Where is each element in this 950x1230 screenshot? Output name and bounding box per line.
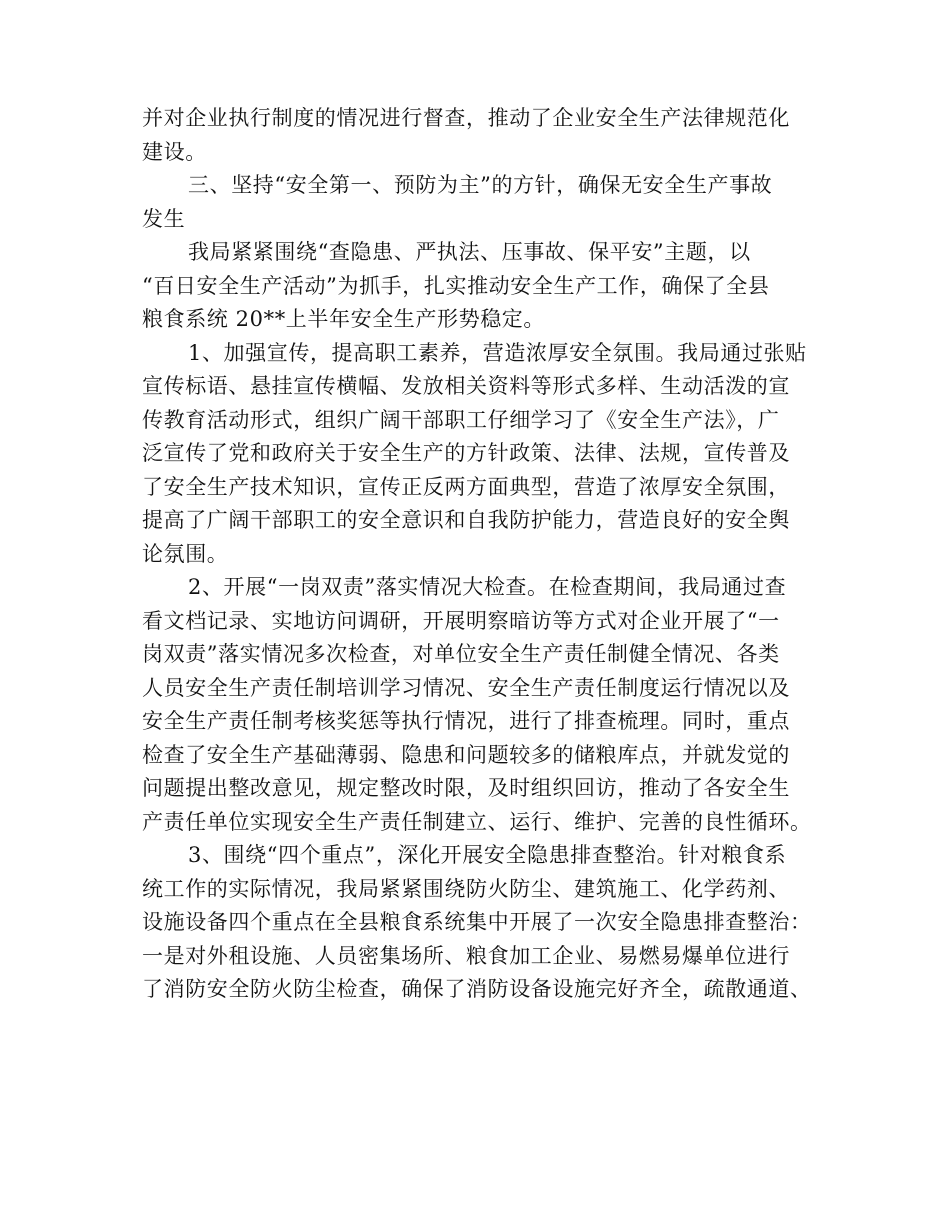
text-line: 了消防安全防火防尘检查，确保了消防设备设施完好齐全，疏散通道、 [142, 977, 812, 1001]
text-line: 粮食系统 20**上半年安全生产形势稳定。 [142, 307, 545, 331]
document-body [142, 102, 812, 1007]
text-line: 统工作的实际情况，我局紧紧围绕防火防尘、建筑施工、化学药剂、 [142, 876, 790, 901]
text-line: 1、加强宣传，提高职工素养，营造浓厚安全氛围。我局通过张贴 [188, 340, 807, 365]
section-heading-line: 发生 [142, 206, 186, 231]
section-heading-line: 三、坚持“安全第一、预防为主”的方针，确保无安全生产事故 [188, 173, 773, 197]
text-line: 论氛围。 [142, 541, 229, 566]
text-line: 建设。 [142, 139, 207, 164]
text-line: 传教育活动形式，组织广阔干部职工仔细学习了《安全生产法》，广 [142, 407, 780, 432]
text-line: 了安全生产技术知识，宣传正反两方面典型，营造了浓厚安全氛围， [142, 474, 790, 499]
text-line: 2、开展“一岗双责”落实情况大检查。在检查期间，我局通过查 [188, 575, 787, 599]
text-line: 提高了广阔干部职工的安全意识和自我防护能力，营造良好的安全舆 [142, 508, 790, 532]
text-line: 看文档记录、实地访问调研，开展明察暗访等方式对企业开展了“一 [142, 608, 780, 633]
text-line: 检查了安全生产基础薄弱、隐患和问题较多的储粮库点，并就发觉的 [142, 742, 790, 767]
text-line: 宣传标语、悬挂宣传横幅、发放相关资料等形式多样、生动活泼的宣 [142, 374, 790, 398]
text-line: 并对企业执行制度的情况进行督查，推动了企业安全生产法律规范化 [142, 106, 790, 130]
text-line: 我局紧紧围绕“查隐患、严执法、压事故、保平安”主题，以 [188, 240, 751, 264]
text-line: “百日安全生产活动”为抓手，扎实推动安全生产工作，确保了全县 [142, 273, 770, 298]
text-line: 一是对外租设施、人员密集场所、粮食加工企业、易燃易爆单位进行 [142, 943, 790, 968]
text-line: 泛宣传了党和政府关于安全生产的方针政策、法律、法规，宣传普及 [142, 441, 790, 465]
text-line: 岗双责”落实情况多次检查，对单位安全生产责任制健全情况、各类 [142, 642, 780, 666]
text-line: 人员安全生产责任制培训学习情况、安全生产责任制度运行情况以及 [142, 675, 790, 700]
text-line: 安全生产责任制考核奖惩等执行情况，进行了排查梳理。同时，重点 [142, 709, 790, 733]
text-line: 问题提出整改意见，规定整改时限，及时组织回访，推动了各安全生 [142, 776, 790, 800]
text-line: 3、围绕“四个重点”，深化开展安全隐患排查整治。针对粮食系 [188, 843, 787, 867]
text-line: 产责任单位实现安全生产责任制建立、运行、维护、完善的良性循环。 [142, 809, 812, 834]
text-line: 设施设备四个重点在全县粮食系统集中开展了一次安全隐患排查整治： [142, 910, 812, 934]
